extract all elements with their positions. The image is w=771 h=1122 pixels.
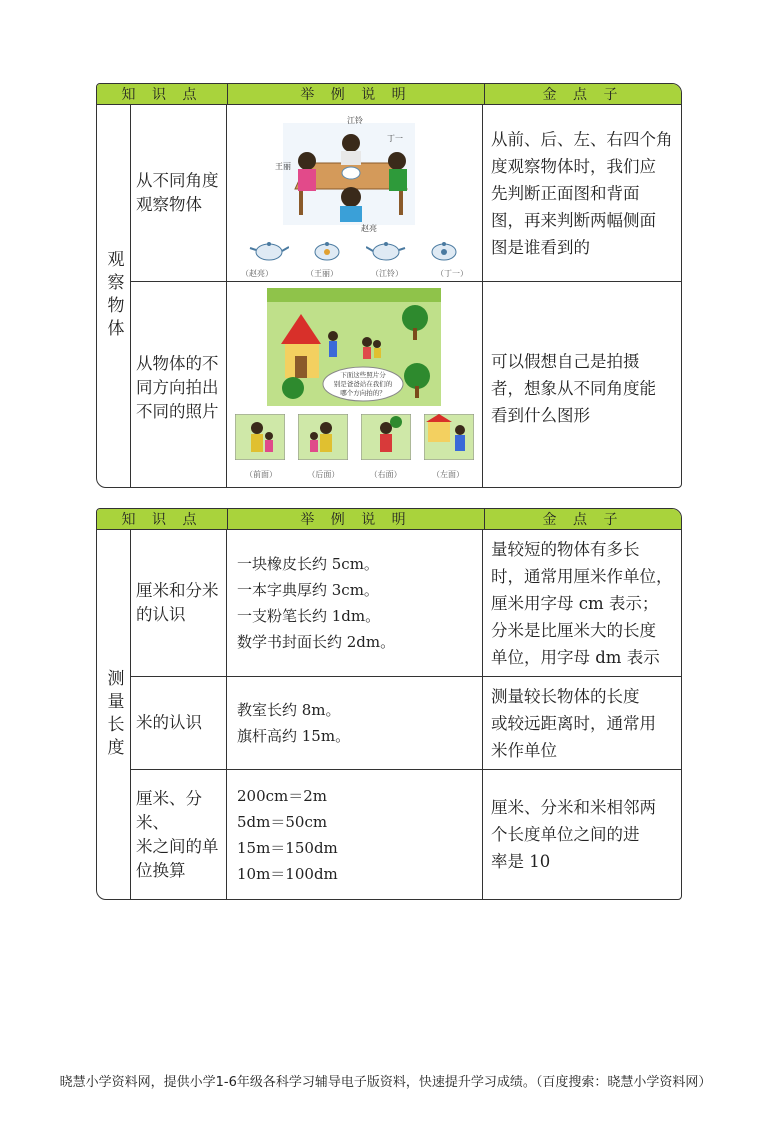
example-cell: [227, 677, 483, 769]
tip-line: 米作单位: [491, 740, 557, 760]
example-line: 一本字典厚约 3cm。: [237, 581, 379, 599]
photo-thumbnail: [424, 414, 474, 460]
tip-cell: [483, 770, 681, 899]
tip-line: 厘米用字母 cm 表示；: [491, 593, 659, 613]
tip-line: 或较远距离时，通常用: [491, 713, 656, 733]
example-line: 5dm＝50cm: [237, 812, 328, 831]
bubble-text: 下面这些照片分: [340, 371, 386, 379]
tip-line: 者，想象从不同角度能: [491, 378, 656, 398]
caption: （江铃）: [371, 269, 403, 278]
measure-length-table: [96, 508, 682, 900]
teapot-icon: [249, 241, 289, 261]
topic-cell: 厘米和分米 的认识: [131, 530, 227, 676]
photo-thumbnail: [235, 414, 285, 460]
example-line: 15m＝150dm: [237, 838, 338, 857]
caption: （左面）: [431, 470, 464, 479]
photo-thumbnail: [298, 414, 348, 460]
table-row: [131, 105, 681, 282]
topic-cell: 从物体的不 同方向拍出 不同的照片: [131, 282, 227, 488]
teapot-icon: [311, 241, 343, 261]
tip-line: 个长度单位之间的进: [491, 825, 640, 844]
teapot-views: [235, 241, 474, 261]
tip-line: 时，通常用厘米作单位，: [491, 566, 673, 586]
example-cell: [227, 282, 483, 488]
header-tips: 金 点 子: [542, 87, 624, 103]
table-row: [131, 282, 681, 488]
tip-line: 看到什么图形: [491, 405, 590, 425]
caption: （右面）: [369, 470, 402, 479]
teapot-icon: [428, 241, 460, 261]
example-line: 10m＝100dm: [237, 864, 338, 883]
photo-captions: [235, 460, 474, 488]
tip-line: 从前、后、左、右四个角: [491, 129, 673, 149]
tip-line: 单位，用字母 dm 表示: [491, 647, 660, 667]
tip-cell: [483, 677, 681, 769]
bubble-text: 别是爸爸站在我们的: [333, 380, 393, 388]
example-line: 数学书封面长约 2dm。: [237, 633, 396, 651]
example-line: 一支粉笔长约 1dm。: [237, 607, 381, 625]
label-top-kid: 江铃: [347, 116, 363, 125]
example-line: 教室长约 8m。: [237, 701, 341, 719]
tip-line: 可以假想自己是拍摄: [491, 351, 640, 371]
caption: （丁一）: [436, 269, 468, 278]
bubble-text: 哪个方向拍的？: [340, 389, 386, 397]
label-right-kid: 丁一: [387, 134, 403, 143]
header-knowledge-point: 知 识 点: [97, 509, 228, 529]
table-row: [131, 677, 681, 770]
tip-line: 量较短的物体有多长: [491, 539, 640, 559]
caption: （后面）: [307, 470, 340, 479]
observe-objects-table: [96, 83, 682, 488]
example-cell: [227, 105, 483, 281]
caption: （赵亮）: [241, 269, 273, 278]
table-row: [131, 770, 681, 899]
tip-cell: [483, 105, 681, 281]
label-left-kid: 王丽: [275, 162, 291, 171]
park-scene-illustration: [267, 288, 442, 406]
photo-thumbnail: [361, 414, 411, 460]
example-line: 200cm＝2m: [237, 786, 328, 805]
tip-line: 图是谁看到的: [491, 237, 590, 257]
table-header: [97, 84, 681, 105]
topic-cell: 从不同角度 观察物体: [131, 105, 227, 281]
topic-cell: 厘米、分米、 米之间的单 位换算: [131, 770, 227, 899]
tip-line: 分米是比厘米大的长度: [491, 620, 656, 640]
tip-line: 测量较长物体的长度: [491, 686, 640, 706]
table-header: [97, 509, 681, 530]
teapot-icon: [366, 241, 406, 261]
header-tips: 金 点 子: [542, 512, 624, 528]
header-examples: 举 例 说 明: [228, 84, 485, 104]
example-line: 旗杆高约 15m。: [237, 727, 351, 745]
category-label: 测量长度: [97, 530, 131, 899]
tip-cell: [483, 282, 681, 488]
example-line: 一块橡皮长约 5cm。: [237, 555, 379, 573]
topic-cell: 米的认识: [131, 677, 227, 769]
tip-line: 度观察物体时，我们应: [491, 156, 656, 176]
caption: （前面）: [245, 470, 277, 479]
example-cell: [227, 770, 483, 899]
tip-line: 厘米、分米和米相邻两: [491, 798, 656, 817]
header-examples: 举 例 说 明: [228, 509, 485, 529]
table-row: [131, 530, 681, 677]
photo-views: [235, 414, 474, 460]
tip-line: 率是 10: [491, 852, 551, 871]
caption: （王丽）: [306, 269, 338, 278]
tip-cell: [483, 530, 681, 676]
tip-line: 图，再来判断两幅侧面: [491, 210, 656, 230]
header-knowledge-point: 知 识 点: [97, 84, 228, 104]
label-bottom-kid: 赵亮: [361, 224, 377, 233]
table-scene-illustration: [235, 111, 474, 239]
category-label: 观察物体: [97, 105, 131, 487]
footer-text: 晓慧小学资料网，提供小学1-6年级各科学习辅导电子版资料，快速提升学习成绩。（百度搜索：晓慧小学资料网）: [59, 1075, 712, 1090]
example-cell: [227, 530, 483, 676]
tip-line: 先判断正面图和背面: [491, 183, 640, 203]
